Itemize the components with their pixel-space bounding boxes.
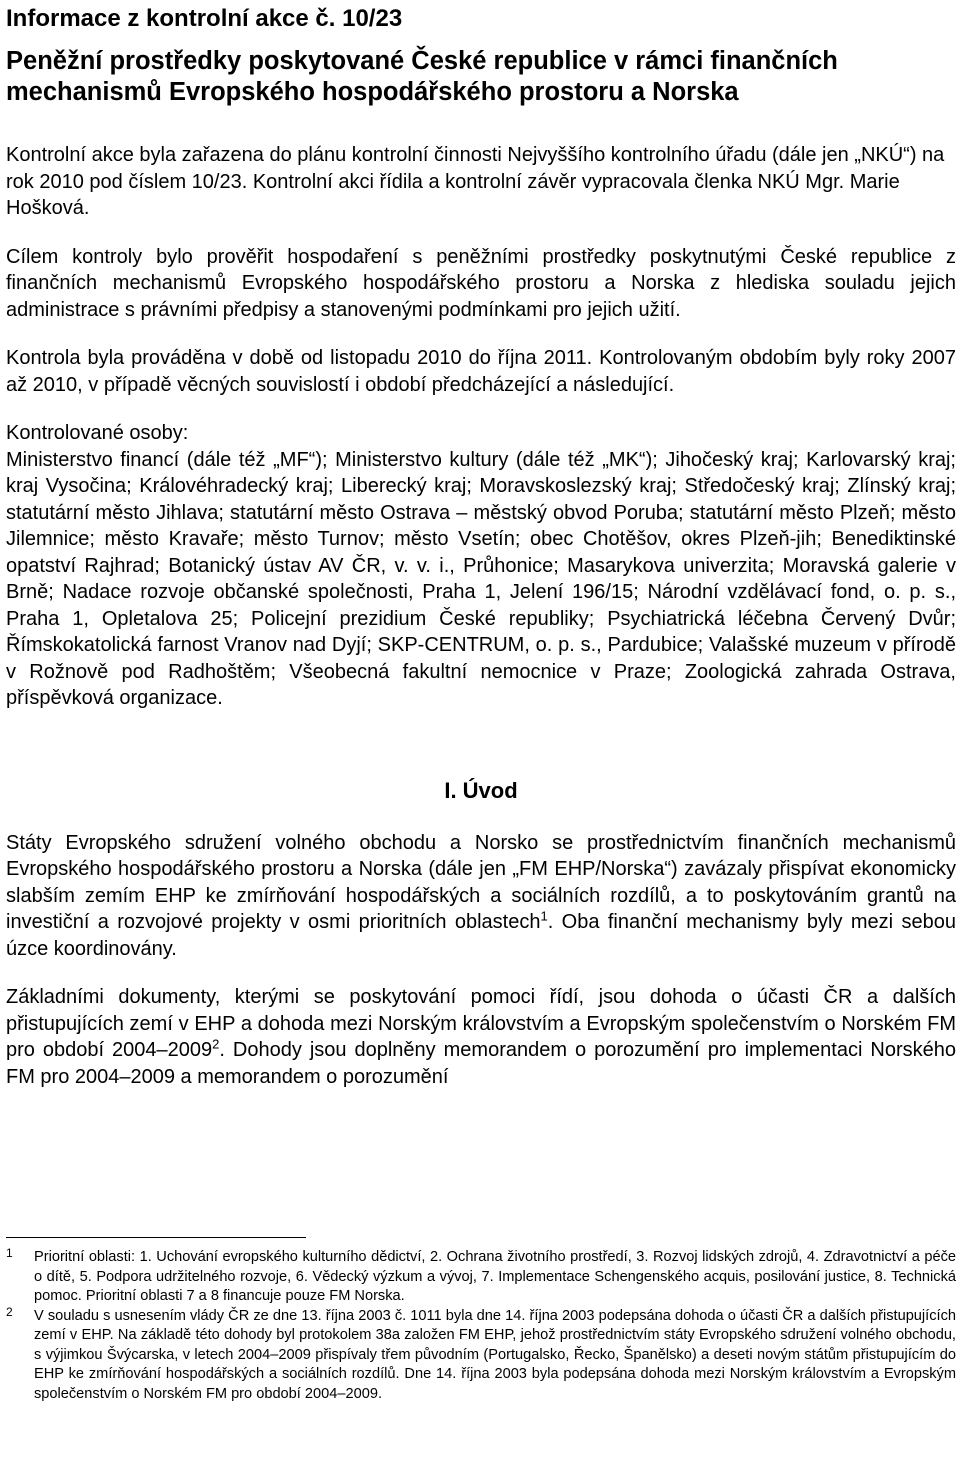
persons-label: Kontrolované osoby:: [6, 422, 189, 444]
persons-paragraph: Ministerstvo financí (dále též „MF“); Ministerstvo kultury (dále též „MK“); Jihočeský kraj; Karlovarský kraj; kraj Vysočina; Královéhradecký kraj; Liberecký kraj; Moravskoslezský kraj; Středočeský kraj; Zlínský kraj; statutární město Jihlava; statutární město Ostrava – městský obvod Poruba; statutární město Plzeň; město Jilemnice; město Kravaře; město Turnov; město Vsetín; obec Chotěšov, okres Plzeň-jih; Benediktinské opatství Rajhrad; Botanický ústav AV ČR, v. v. i., Průhonice; Masarykova univerzita; Moravská galerie v Brně; Nadace rozvoje občanské společnosti, Praha 1, Jelení 196/15; Národní vzdělávací fond, o. p. s., Praha 1, Opletalova 25; Policejní prezidium České republiky; Psychiatrická léčebna Červený Dvůr; Římskokatolická farnost Vranov nad Dyjí; SKP-CENTRUM, o. p. s., Pardubice; Valašské muzeum v přírodě v Rožnově pod Radhoštěm; Všeobecná fakultní nemocnice v Praze; Zoologická zahrada Ostrava, příspěvková organizace.: [6, 448, 956, 709]
document-page: [6, 0, 956, 1402]
aim-paragraph: Cílem kontroly bylo prověřit hospodaření s peněžními prostředky poskytnutými České republice z finančních mechanismů Evropského hospodářského prostoru a Norska z hlediska souladu jejich administrace s právními předpisy a stanovenými podmínkami pro jejich užití.: [6, 245, 956, 321]
report-number: Informace z kontrolní akce č. 10/23: [6, 5, 403, 32]
footnote-number: 1: [6, 1246, 13, 1260]
period-paragraph: Kontrola byla prováděna v době od listopadu 2010 do října 2011. Kontrolovaným obdobím byly roky 2007 až 2010, v případě věcných souvislostí i období předcházející a následující.: [6, 347, 956, 396]
intro-paragraph: Kontrolní akce byla zařazena do plánu kontrolní činnosti Nejvyššího kontrolního úřadu (dále jen „NKÚ“) na rok 2010 pod číslem 10/23. Kontrolní akci řídila a kontrolní závěr vypracovala členka NKÚ Mgr. Marie Hošková.: [6, 144, 945, 219]
intro-section-paragraph-2: [6, 984, 956, 1090]
p2-text-a: Základními dokumenty, kterými se poskytování pomoci řídí, jsou dohoda o účasti ČR a dalších přistupujících zemí v EHP a dohoda mezi Norským královstvím a Evropským společenstvím o Norském FM pro období 2004–2009: [6, 986, 956, 1061]
footnote-2: [6, 1304, 956, 1405]
footnote-separator: [6, 1237, 306, 1238]
footnote-text: V souladu s usnesením vlády ČR ze dne 13. října 2003 č. 1011 byla dne 14. října 2003 podepsána dohoda o účasti ČR a dalších přistupujících zemí v EHP. Na základě této dohody byl protokolem 38a založen FM EHP, jehož prostřednictvím státy Evropského sdružení volného obchodu, s výjimkou Švýcarska, v letech 2004–2009 přispívaly třem původním (Portugalsko, Řecko, Španělsko) a deseti novým státům přistupujícím do EHP ke zmírňování hospodářských a sociálních rozdílů. Dne 14. října 2003 byla podepsána dohoda mezi Norským královstvím a Evropským společenstvím o Norském FM pro období 2004–2009.: [34, 1307, 956, 1402]
footnote-ref-2[interactable]: 2: [212, 1036, 220, 1052]
document-title: Peněžní prostředky poskytované České republice v rámci finančních mechanismů Evropského hospodářského prostoru a Norska: [6, 47, 838, 106]
footnotes: [6, 1248, 956, 1404]
p1-text-a: Státy Evropského sdružení volného obchodu a Norsko se prostřednictvím finančních mechanismů Evropského hospodářského prostoru a Norska (dále jen „FM EHP/Norska“) zavázaly přispívat ekonomicky slabším zemím EHP ke zmírňování hospodářských a sociálních rozdílů, a to poskytováním grantů na investiční a rozvojové projekty v osmi prioritních oblastech: [6, 831, 956, 933]
footnote-ref-1[interactable]: 1: [540, 908, 548, 924]
section-title: I. Úvod: [444, 777, 518, 803]
footnote-text: Prioritní oblasti: 1. Uchování evropského kulturního dědictví, 2. Ochrana životního prostředí, 3. Rozvoj lidských zdrojů, 4. Zdravotnictví a péče o dítě, 5. Podpora udržitelného rozvoje, 6. Vědecký výzkum a vývoj, 7. Implementace Schengenského acquis, posilování justice, 8. Technická pomoc. Prioritní oblasti 7 a 8 financuje pouze FM Norska.: [34, 1249, 956, 1304]
footnote-number: 2: [6, 1304, 13, 1319]
intro-section-paragraph-1: [6, 830, 956, 963]
p1-text-b: . Oba finanční mechanismy byly mezi sebou úzce koordinovány.: [6, 911, 956, 960]
p2-text-b: . Dohody jsou doplněny memorandem o porozumění pro implementaci Norského FM pro 2004–2009 a memorandem o porozumění: [6, 1039, 956, 1088]
footnote-1: [6, 1248, 956, 1307]
